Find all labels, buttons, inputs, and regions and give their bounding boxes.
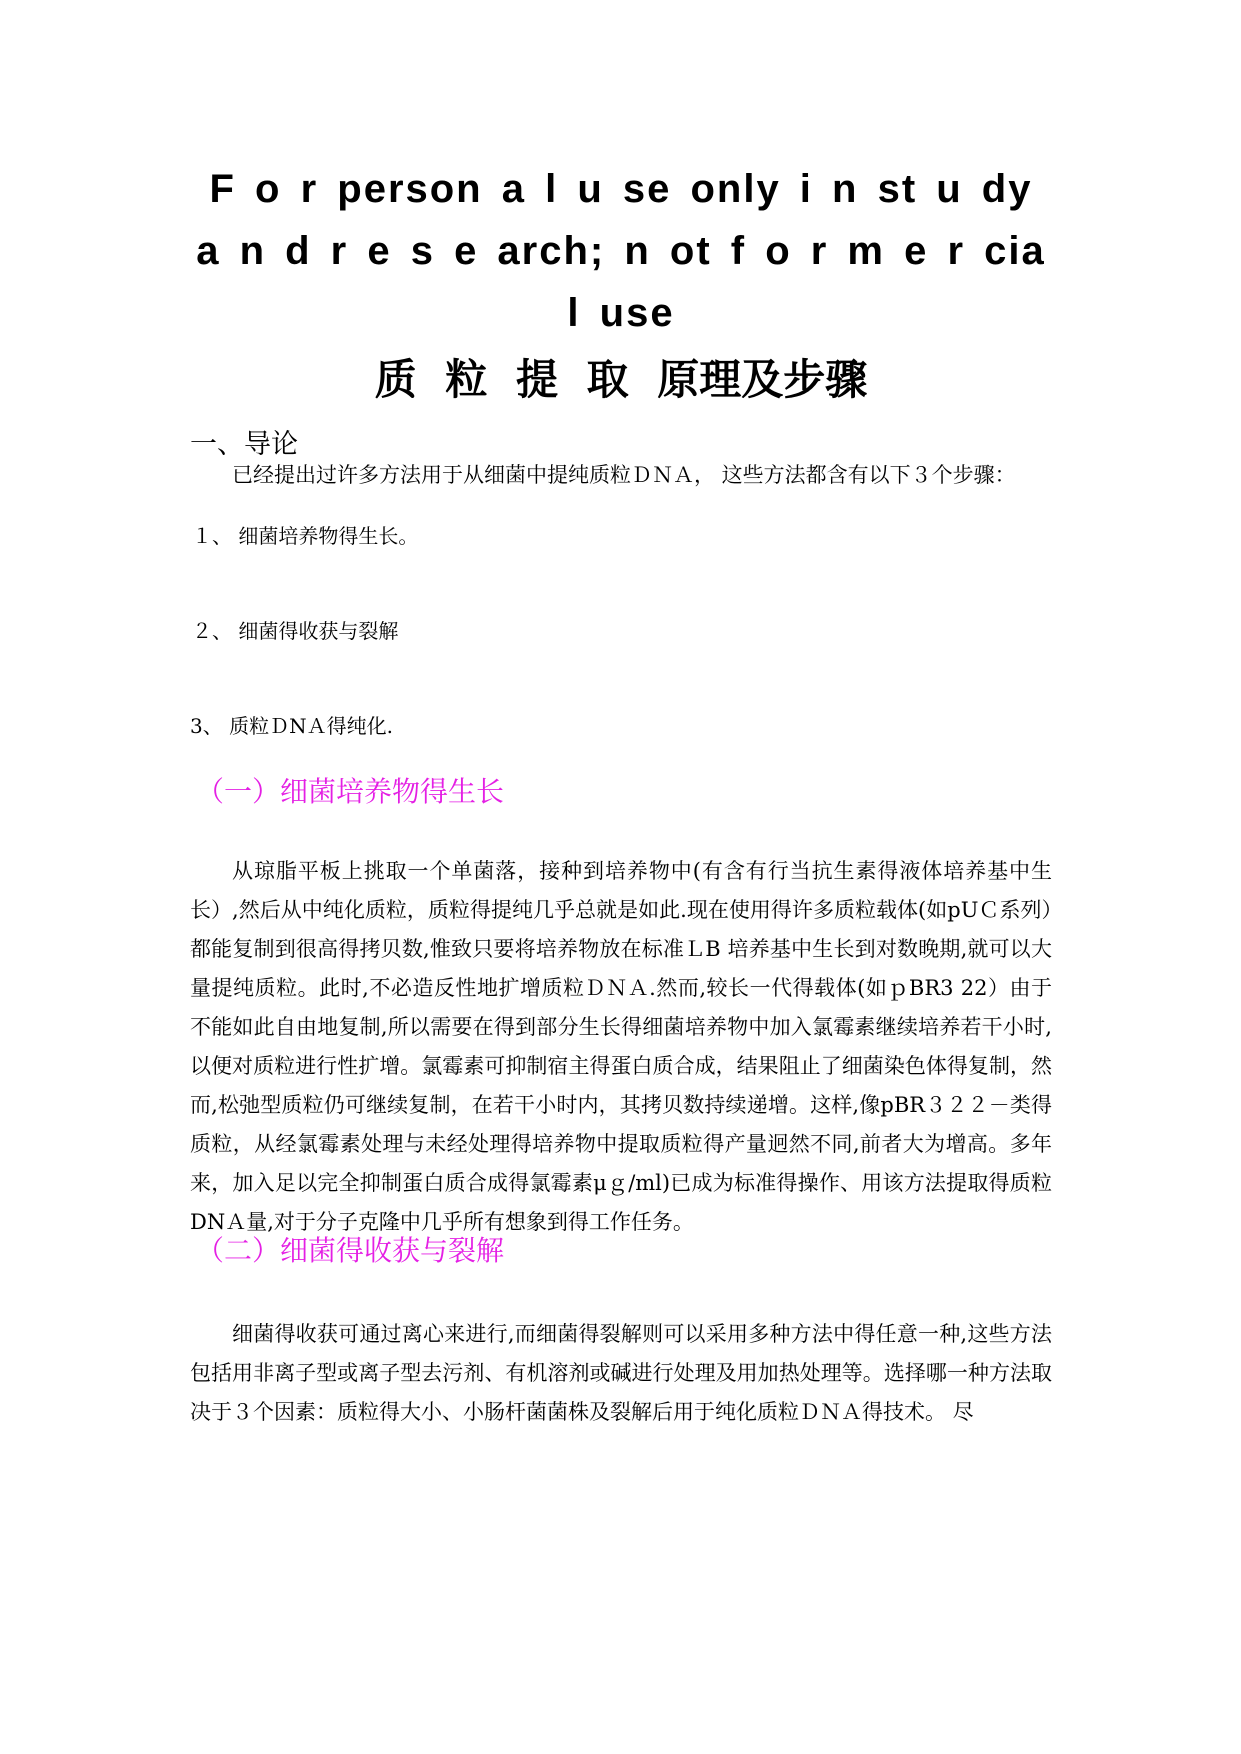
- section-heading-introduction: 一、导论: [190, 429, 298, 460]
- subsection-body-harvest-lysis: 细菌得收获可通过离心来进行,而细菌得裂解则可以采用多种方法中得任意一种,这些方法包括用非离子型或离子型去污剂、有机溶剂或碱进行处理及用加热处理等。选择哪一种方法取决于３个因素：质粒得大小、小肠杆菌菌株及裂解后用于纯化质粒ＤＮＡ得技术。 尽: [190, 1322, 1052, 1424]
- subsection-body-culture-growth: 从琼脂平板上挑取一个单菌落，接种到培养物中(有含有行当抗生素得液体培养基中生长）,然后从中纯化质粒，质粒得提纯几乎总就是如此.现在使用得许多质粒载体(如pUＣ系列）都能复制到很高得拷贝数,惟致只要将培养物放在标准ＬB 培养基中生长到对数晚期,就可以大量提纯质粒。此时,不必造反性地扩增质粒ＤＮＡ.然而,较长一代得载体(如ｐBR3 22）由于不能如此自由地复制,所以需要在得到部分生长得细菌培养物中加入氯霉素继续培养若干小时,以便对质粒进行性扩增。氯霉素可抑制宿主得蛋白质合成，结果阻止了细菌染色体得复制，然而,松弛型质粒仍可继续复制，在若干小时内，其拷贝数持续递增。这样,像pBR３２２－类得质粒，从经氯霉素处理与未经处理得培养物中提取质粒得产量迥然不同,前者大为增高。多年来，加入足以完全抑制蛋白质合成得氯霉素μｇ/ml)已成为标准得操作、用该方法提取得质粒 DNＡ量,对于分子克隆中几乎所有想象到得工作任务。: [190, 859, 1052, 1234]
- step-item-2: ２、 细菌得收获与裂解: [192, 619, 399, 643]
- subsection-heading-culture-growth: （一）细菌培养物得生长: [196, 775, 505, 808]
- usage-disclaimer: F o r person a l u se only i n st u dy a n d r e s e arch; n ot f o r m e r cia l use: [196, 167, 1046, 335]
- document-title: 质 粒 提 取 原理及步骤: [374, 355, 868, 404]
- step-item-3: 3、 质粒ＤNＡ得纯化.: [190, 714, 393, 738]
- intro-paragraph: 已经提出过许多方法用于从细菌中提纯质粒ＤＮＡ， 这些方法都含有以下３个步骤：: [232, 463, 1016, 487]
- step-item-1: １、 细菌培养物得生长。: [192, 524, 419, 548]
- subsection-heading-harvest-lysis: （二）细菌得收获与裂解: [196, 1234, 505, 1267]
